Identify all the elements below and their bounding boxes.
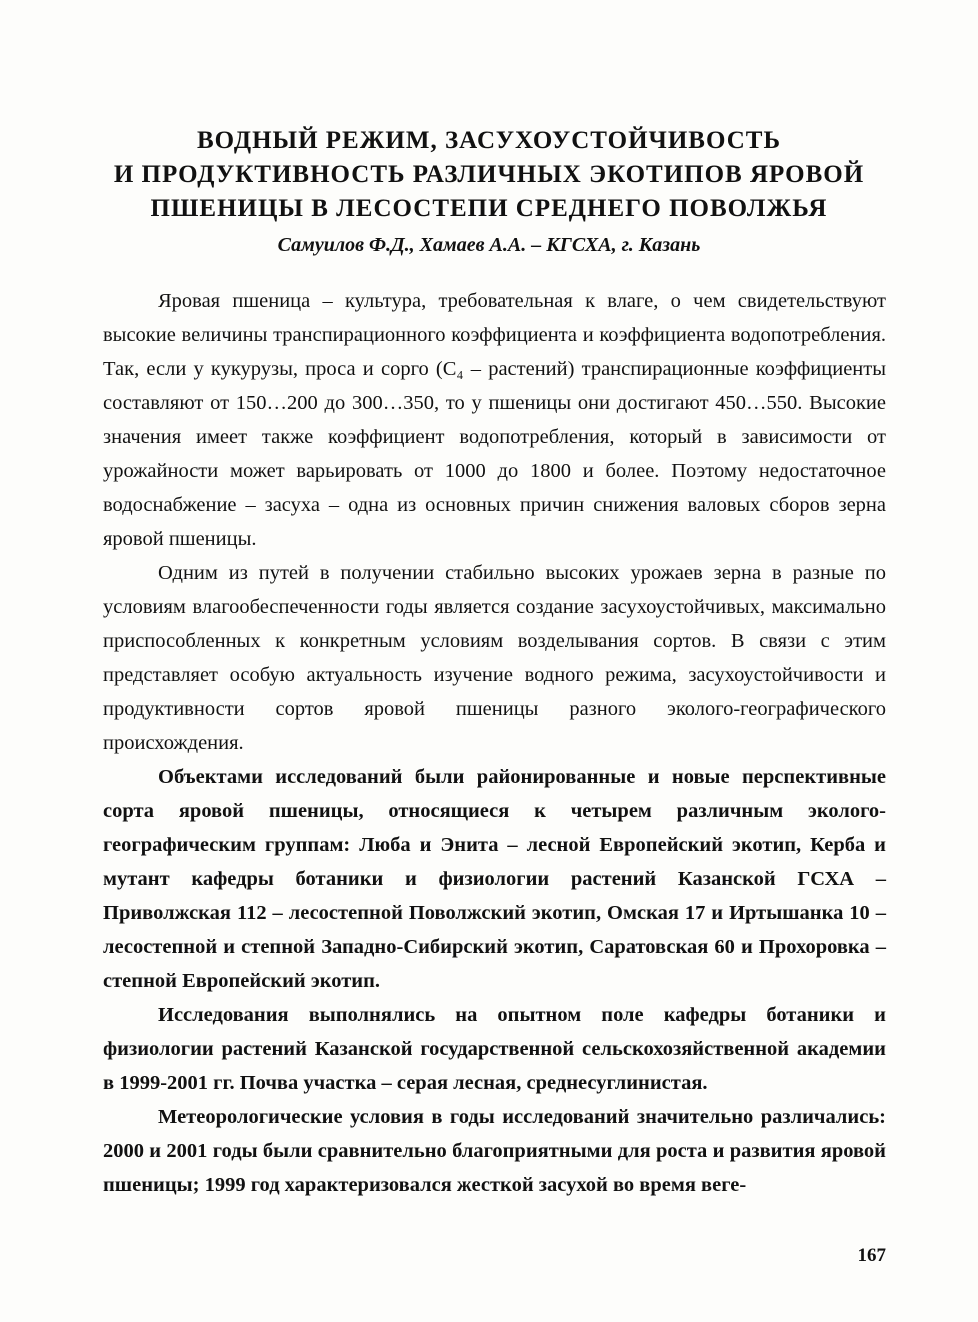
article-body — [103, 284, 886, 1202]
paragraph-3: Объектами исследований были районированные и новые перспективные сорта яровой пшеницы, относящиеся к четырем различным эколого-географическим группам: Люба и Энита – лесной Европейский экотип, Керба и мутант кафедры ботаники и физиологии растений Казанской ГСХА – Приволжская 112 – лесостепной Поволжский экотип, Омская 17 и Иртышанка 10 – лесостепной и степной Западно-Сибирский экотип, Саратовская 60 и Прохоровка – степной Европейский экотип. — [103, 766, 886, 992]
title-line-2: И ПРОДУКТИВНОСТЬ РАЗЛИЧНЫХ ЭКОТИПОВ ЯРОВОЙ — [113, 161, 865, 188]
article-header — [0, 124, 978, 260]
paragraph-5: Метеорологические условия в годы исследований значительно различались: 2000 и 2001 годы были сравнительно благоприятными для роста и развития яровой пшеницы; 1999 год характеризовался жесткой засухой во время веге- — [103, 1106, 886, 1196]
title-line-1: ВОДНЫЙ РЕЖИМ, ЗАСУХОУСТОЙЧИВОСТЬ — [197, 127, 781, 154]
authors-line: Самуилов Ф.Д., Хамаев А.А. – КГСХА, г. Казань — [277, 234, 701, 256]
paragraph-4: Исследования выполнялись на опытном поле кафедры ботаники и физиологии растений Казанской государственной сельскохозяйственной академии в 1999-2001 гг. Почва участка – серая лесная, среднесуглинистая. — [103, 1004, 886, 1094]
paragraph-1: Яровая пшеница – культура, требовательная к влаге, о чем свидетельствуют высокие величины транспирационного коэффициента и коэффициента водопотребления. Так, если у кукурузы, проса и сорго (C₄ – растений) транспирационные коэффициенты составляют от 150…200 до 300…350, то у пшеницы они достигают 450…550. Высокие значения имеет также коэффициент водопотребления, который в зависимости от урожайности может варьировать от 1000 до 1800 и более. Поэтому недостаточное водоснабжение – засуха – одна из основных причин снижения валовых сборов зерна яровой пшеницы. — [103, 290, 886, 550]
page-number: 167 — [857, 1245, 886, 1266]
title-line-3: ПШЕНИЦЫ В ЛЕСОСТЕПИ СРЕДНЕГО ПОВОЛЖЬЯ — [150, 195, 828, 222]
paragraph-2: Одним из путей в получении стабильно высоких урожаев зерна в разные по условиям влагообеспеченности годы является создание засухоустойчивых, максимально приспособленных к конкретным условиям возделывания сортов. В связи с этим представляет особую актуальность изучение водного режима, засухоустойчивости и продуктивности сортов яровой пшеницы разного эколого-географического происхождения. — [103, 562, 886, 754]
